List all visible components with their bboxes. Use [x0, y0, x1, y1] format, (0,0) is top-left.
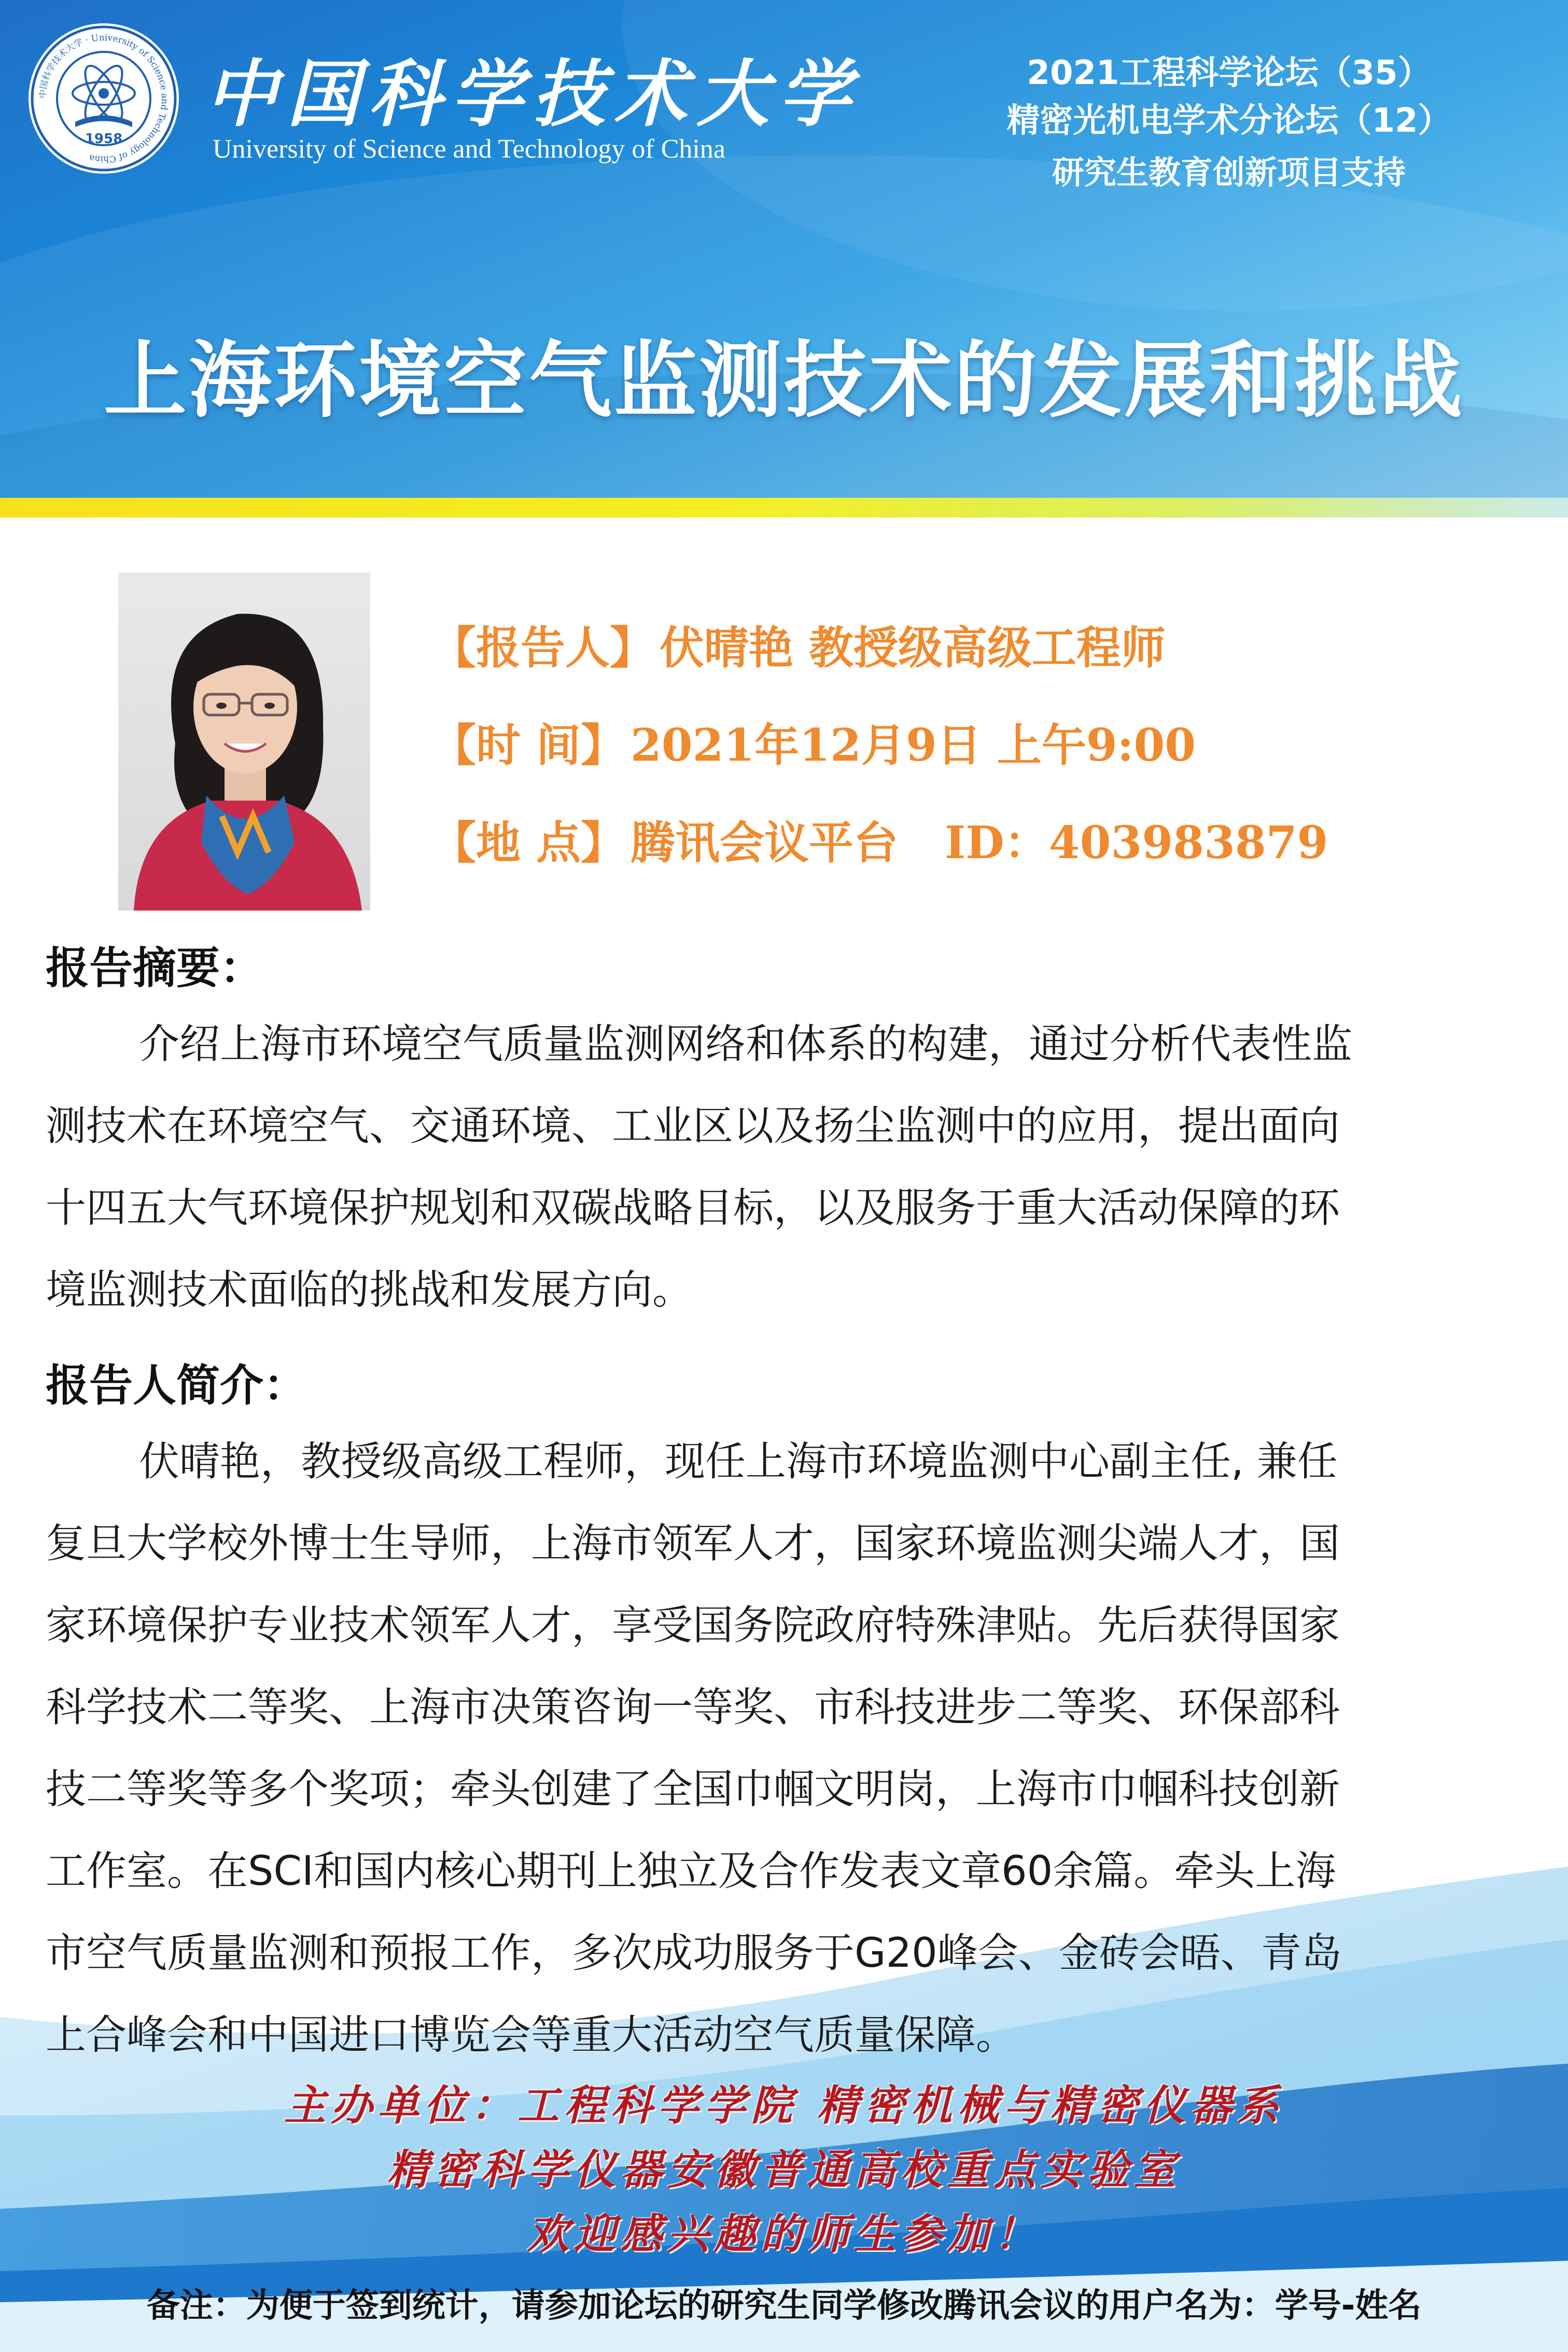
bio-line: 技二等奖等多个奖项；牵头创建了全国巾帼文明岗，上海市巾帼科技创新	[46, 1766, 1340, 1813]
organizer-line-1: 主办单位：工程科学学院 精密机械与精密仪器系	[284, 2081, 1284, 2130]
speaker-photo	[118, 572, 370, 911]
abstract-heading: 报告摘要：	[46, 943, 264, 993]
university-logo-icon	[26, 21, 181, 176]
bio-line: 家环境保护专业技术领军人才，享受国务院政府特殊津贴。先后获得国家	[46, 1602, 1340, 1649]
talk-info	[431, 612, 1328, 904]
footer-note: 备注：为便于签到统计，请参加论坛的研究生同学修改腾讯会议的用户名为：学号-姓名	[146, 2287, 1422, 2325]
bio-line: 伏晴艳，教授级高级工程师，现任上海市环境监测中心副主任, 兼任	[139, 1438, 1338, 1485]
organizer-line-2: 精密科学仪器安徽普通高校重点实验室	[387, 2145, 1181, 2194]
speaker-line	[431, 612, 1328, 709]
forum-info	[975, 49, 1483, 197]
university-name-cn: 中国科学技术大学	[205, 52, 861, 137]
place-line	[431, 807, 1328, 904]
abstract-line: 境监测技术面临的挑战和发展方向。	[46, 1267, 693, 1313]
abstract-line: 测技术在环境空气、交通环境、工业区以及扬尘监测中的应用，提出面向	[46, 1103, 1340, 1150]
bio-text	[46, 1421, 1529, 2076]
time-line	[431, 709, 1328, 807]
yellow-divider	[0, 498, 1568, 517]
bio-heading: 报告人简介：	[46, 1360, 307, 1411]
bio-line: 上合峰会和中国进口博览会等重大活动空气质量保障。	[46, 2012, 1017, 2059]
bio-line: 市空气质量监测和预报工作，多次成功服务于G20峰会、金砖会晤、青岛	[46, 1930, 1342, 1977]
time-value: 2021年12月9日 上午9:00	[630, 719, 1196, 772]
forum-line-2: 精密光机电学术分论坛（12）	[1006, 102, 1451, 140]
forum-line-1: 2021工程科学论坛（35）	[1027, 54, 1431, 92]
time-label: 【时 间】	[431, 719, 625, 772]
logo-ring-text: 中国科学技术大学 · University of Science and Technology of China	[37, 32, 170, 165]
forum-line-3: 研究生教育创新项目支持	[1052, 153, 1406, 191]
organizer-line-3: 欢迎感兴趣的师生参加！	[527, 2209, 1041, 2258]
abstract-text	[46, 1003, 1529, 1331]
speaker-label: 【报告人】	[431, 622, 654, 674]
university-name-en: University of Science and Technology of China	[213, 134, 725, 164]
logo-year: 1958	[85, 131, 123, 147]
talk-title: 上海环境空气监测技术的发展和挑战	[103, 332, 1464, 429]
meeting-id: ID：403983879	[944, 817, 1328, 869]
place-value: 腾讯会议平台	[630, 817, 898, 869]
bio-line: 科学技术二等奖、上海市决策咨询一等奖、市科技进步二等奖、环保部科	[46, 1684, 1340, 1731]
organizers	[0, 2073, 1568, 2266]
abstract-line: 十四五大气环境保护规划和双碳战略目标，以及服务于重大活动保障的环	[46, 1185, 1340, 1231]
place-label: 【地 点】	[431, 817, 625, 869]
speaker-value: 伏晴艳 教授级高级工程师	[660, 622, 1166, 674]
bio-line: 复旦大学校外博士生导师，上海市领军人才，国家环境监测尖端人才，国	[46, 1520, 1340, 1567]
abstract-line: 介绍上海市环境空气质量监测网络和体系的构建，通过分析代表性监	[139, 1021, 1353, 1068]
bio-line: 工作室。在SCI和国内核心期刊上独立及合作发表文章60余篇。牵头上海	[46, 1848, 1336, 1895]
header-banner	[0, 0, 1568, 498]
